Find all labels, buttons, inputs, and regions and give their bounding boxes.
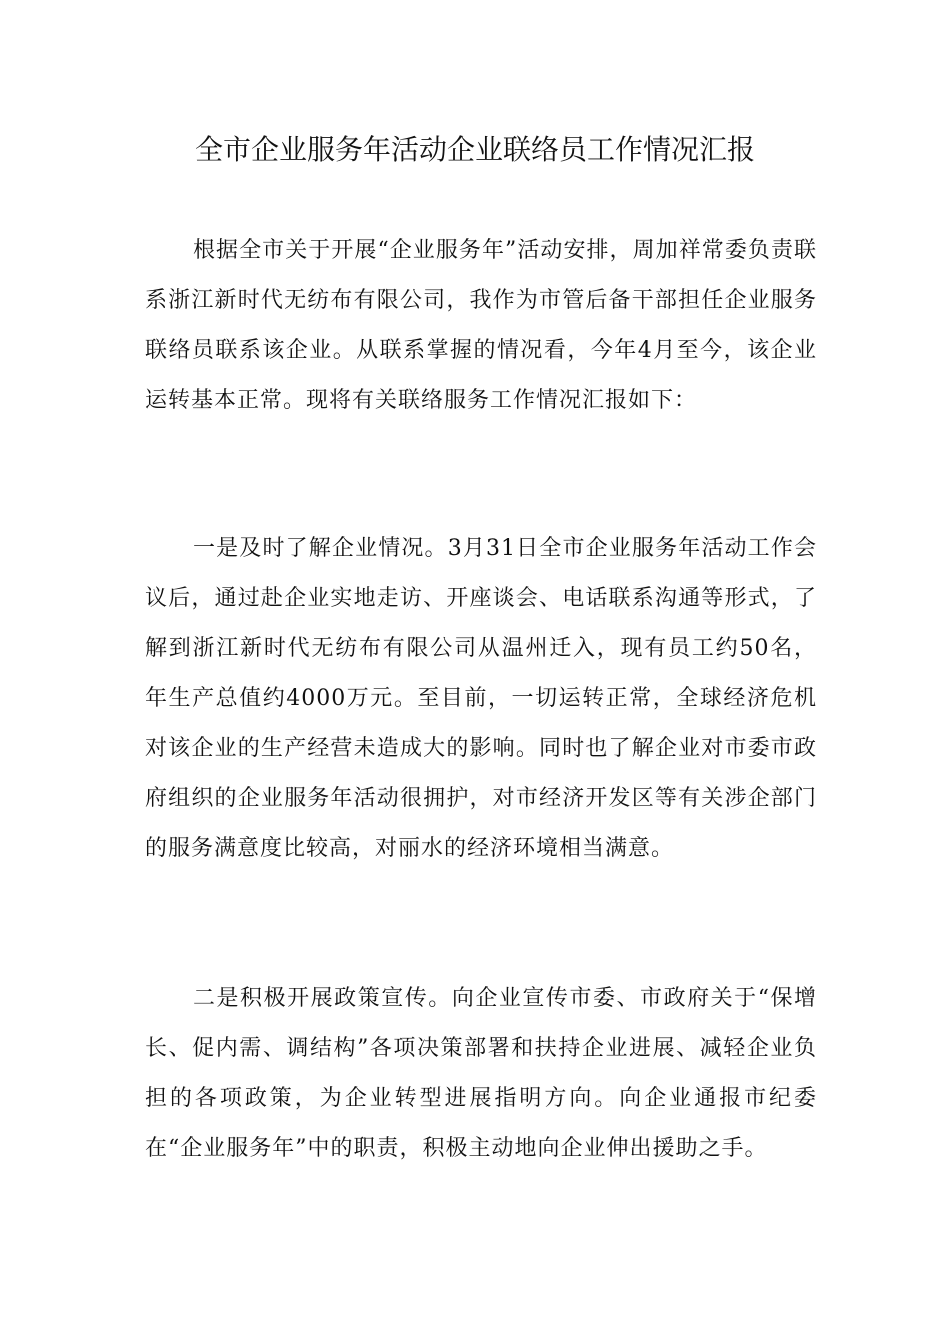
paragraph-understand-enterprise: 一是及时了解企业情况。3月31日全市企业服务年活动工作会议后，通过赴企业实地走访、开座谈会、电话联系沟通等形式，了解到浙江新时代无纺布有限公司从温州迁入，现有员工约50名，年生产总值约4000万元。至目前，一切运转正常，全球经济危机对该企业的生产经营未造成大的影响。同时也了解企业对市委市政府组织的企业服务年活动很拥护，对市经济开发区等有关涉企部门的服务满意度比较高，对丽水的经济环境相当满意。 (145, 536, 817, 861)
paragraph-intro: 根据全市关于开展“企业服务年”活动安排，周加祥常委负责联系浙江新时代无纺布有限公司，我作为市管后备干部担任企业服务联络员联系该企业。从联系掌握的情况看，今年4月至今，该企业运转基本正常。现将有关联络服务工作情况汇报如下： (145, 238, 817, 413)
document-title: 全市企业服务年活动企业联络员工作情况汇报 (194, 133, 755, 166)
paragraph-policy-promotion: 二是积极开展政策宣传。向企业宣传市委、市政府关于“保增长、促内需、调结构”各项决策部署和扶持企业进展、减轻企业负担的各项政策，为企业转型进展指明方向。向企业通报市纪委在“企业服务年”中的职责，积极主动地向企业伸出援助之手。 (145, 986, 817, 1161)
